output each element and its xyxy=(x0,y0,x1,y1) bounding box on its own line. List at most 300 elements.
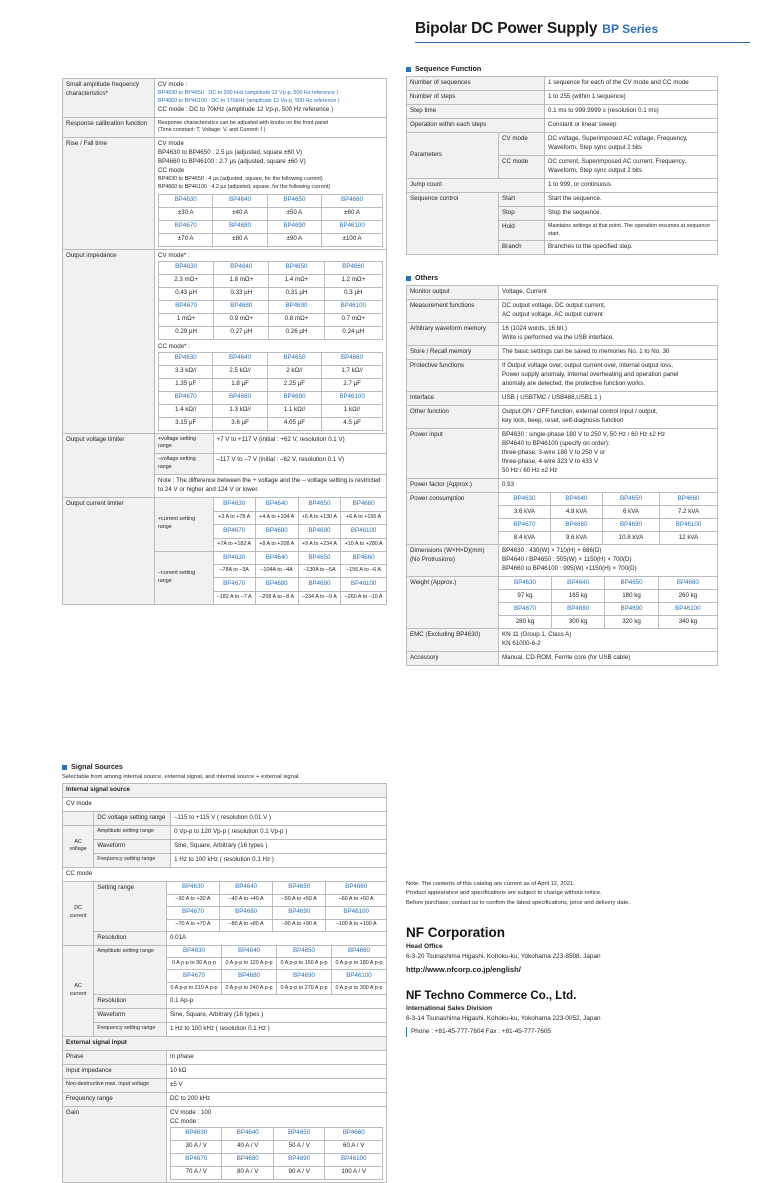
table-row xyxy=(407,323,718,346)
model-cell: BP4630 xyxy=(499,577,551,589)
value-cell: +7 V to +117 V (initial : +62 V, resolution 0.1 V) xyxy=(213,434,386,454)
value-cell xyxy=(499,286,718,300)
table-row xyxy=(499,493,717,505)
value-cell: 0.24 µH xyxy=(324,326,382,339)
value-cell: ±50 A xyxy=(267,207,321,220)
table-row xyxy=(63,931,387,945)
model-cell: BP4650 xyxy=(267,352,321,365)
table-row xyxy=(407,90,718,104)
power-consumption-grid xyxy=(499,493,718,545)
table-row xyxy=(159,220,383,233)
table-row xyxy=(407,577,718,629)
website-link[interactable]: http://www.nfcorp.co.jp/english/ xyxy=(406,965,521,975)
value-cell: 300 kg xyxy=(551,616,604,628)
model-cell: BP4670 xyxy=(499,603,551,616)
model-cell: BP4680 xyxy=(551,603,604,616)
model-cell: BP4670 xyxy=(499,519,550,532)
others-table xyxy=(406,285,718,666)
model-cell: BP4640 xyxy=(214,261,269,274)
model-cell: BP4630 xyxy=(167,946,221,958)
text-line: BP4660 to BP46100 : 2.7 µs (adjusted, square ±60 V) xyxy=(158,158,306,166)
text-line: Note: The contents of this catalog are current as of April 12, 2021. xyxy=(406,881,575,887)
impedance-cc-grid xyxy=(158,352,383,431)
row-label: Setting range xyxy=(94,881,167,931)
row-label: Amplitude setting range xyxy=(94,945,167,995)
table-row xyxy=(159,417,383,430)
model-cell: BP4650 xyxy=(273,1127,324,1140)
row-label: Output current limiter xyxy=(63,497,155,604)
text-line: CV mode* : xyxy=(158,251,190,259)
text-line: Waveform, Step sync output 2 bits xyxy=(548,166,642,174)
value-cell: –117 V to –7 V (initial : –62 V, resolution 0.1 V) xyxy=(213,454,386,475)
row-label: Weight (Approx.) xyxy=(407,577,499,629)
text-line: CC mode* : xyxy=(158,342,190,350)
table-row xyxy=(159,207,383,220)
sequence-table xyxy=(406,76,718,255)
row-label: Power factor (Approx.) xyxy=(407,479,499,493)
table-row xyxy=(167,919,386,930)
model-cell: BP4670 xyxy=(159,220,213,233)
table-row xyxy=(63,79,387,118)
table-row xyxy=(63,1037,387,1051)
table-row xyxy=(63,1065,387,1079)
text-line: Write is performed via the USB interface. xyxy=(502,334,614,342)
sub-label: Hold xyxy=(499,220,545,241)
signal-sources-table xyxy=(62,783,387,1183)
text-line: Response characteristics can be adjusted with knobs on the front panel xyxy=(158,119,329,126)
value-cell: –234 A to –9 A xyxy=(298,592,341,604)
text-line: DC voltage, Superimposed AC voltage, Frequency, xyxy=(548,134,688,142)
value-cell: 0.7 mΩ+ xyxy=(324,313,382,326)
text-line: Power supply anomaly, Internal overheating and operation panel xyxy=(502,371,679,379)
model-cell: BP46100 xyxy=(331,970,386,983)
value-cell: –130A to –5A xyxy=(298,565,341,578)
group-header: Internal signal source xyxy=(63,784,387,798)
value-cell: 0 Vp-p to 120 Vp-p ( resolution 0.1 Vp-p ) xyxy=(171,825,387,839)
text-line: anomaly are detected, the protective function works. xyxy=(502,380,646,388)
table-row xyxy=(159,194,383,207)
row-label: Rise / Fall time xyxy=(63,138,155,250)
current-limiter-table xyxy=(155,498,386,604)
table-row xyxy=(499,506,717,519)
value-cell: 4.05 µF xyxy=(267,417,321,430)
row-value xyxy=(155,249,387,433)
model-cell: BP4660 xyxy=(341,498,386,511)
section-heading: Others xyxy=(406,273,718,282)
text-line: BP4660 to BP46100 : 995(W) ×1150(H) × 700(D) xyxy=(502,565,637,573)
value-cell: 3.6 kVA xyxy=(499,506,550,519)
value-cell: 10 kΩ xyxy=(167,1065,387,1079)
group-label: AC voltage xyxy=(63,825,94,867)
model-cell: BP46100 xyxy=(659,519,717,532)
table-row xyxy=(499,590,717,603)
table-row xyxy=(63,1051,387,1065)
text-line: Output ON / OFF function, external control input / output, xyxy=(502,408,658,416)
row-label: Parameters xyxy=(407,132,499,178)
text-line: three-phase, 3-wire 180 V to 250 V or xyxy=(502,449,606,457)
value-cell xyxy=(499,545,718,577)
company-name-2: NF Techno Commerce Co., Ltd. xyxy=(406,990,577,1003)
value-cell: 0.27 µH xyxy=(214,326,269,339)
value-cell: Branches to the specified step. xyxy=(545,241,718,255)
model-cell: BP4690 xyxy=(603,519,660,532)
row-label: Amplitude setting range xyxy=(94,825,171,839)
model-cell: BP46100 xyxy=(325,1153,383,1166)
value-cell: 0.1 Ap-p xyxy=(167,995,387,1009)
mode-header: CC mode xyxy=(63,867,387,881)
value-cell: 80 A / V xyxy=(222,1166,273,1179)
table-row xyxy=(155,551,386,565)
table-row xyxy=(159,300,383,313)
value-cell: +7A to +182 A xyxy=(213,538,255,551)
text-line: CC mode : xyxy=(170,1117,200,1125)
value-cell: Maintains settings at that point. The operation resumes at sequence start. xyxy=(545,220,718,241)
value-cell: –182 A to –7 A xyxy=(213,592,255,604)
table-row xyxy=(63,811,387,825)
row-label: Other function xyxy=(407,406,499,429)
value-cell: 0 A p-p to 300 A p-p xyxy=(331,983,386,994)
row-label: Power input xyxy=(407,429,499,479)
text-line: BP4640 to BP46100 (specify on order): xyxy=(502,440,610,448)
model-cell: BP4660 xyxy=(322,194,383,207)
sub-label: CV mode xyxy=(499,132,545,155)
table-row xyxy=(63,853,387,867)
model-cell: BP4680 xyxy=(213,220,267,233)
text-line: BP4630 to BP4650 : 4 µs (adjusted, square, for the following current) xyxy=(158,176,323,183)
value-cell xyxy=(545,132,718,155)
group-label: DC current xyxy=(63,881,94,945)
value-cell: ±40 A xyxy=(213,207,267,220)
impedance-cv-grid xyxy=(158,261,383,340)
value-cell: +10 A to +280 A xyxy=(341,538,386,551)
table-row xyxy=(63,433,387,497)
table-row xyxy=(63,138,387,250)
table-row xyxy=(499,616,717,628)
value-cell: –50 A to +50 A xyxy=(273,894,326,906)
row-label: Waveform xyxy=(94,839,171,853)
row-label: Power consumption xyxy=(407,493,499,545)
value-cell: 1.4 kΩ// xyxy=(159,404,213,417)
table-row xyxy=(407,77,718,91)
value-cell: 12 kVA xyxy=(659,532,717,544)
table-row xyxy=(167,894,386,906)
value-cell: Sine, Square, Arbitrary (16 types ) xyxy=(171,839,387,853)
text-line: three-phase, 4-wire 323 V to 433 V xyxy=(502,458,598,466)
model-cell: BP4680 xyxy=(220,906,273,919)
text-line: CC mode : DC to 70kHz (amplitude 12 Vp-p, 500 Hz reference ) xyxy=(158,105,334,113)
table-row xyxy=(171,1166,383,1179)
row-label: Step time xyxy=(407,104,545,118)
table-row xyxy=(167,882,386,894)
footer-note xyxy=(406,880,736,908)
model-cell: BP4660 xyxy=(324,261,382,274)
model-cell: BP4650 xyxy=(267,194,321,207)
model-cell: BP4630 xyxy=(171,1127,222,1140)
value-cell: ±80 A xyxy=(213,233,267,246)
value-cell: 100 A / V xyxy=(325,1166,383,1179)
text-line: CV mode xyxy=(158,140,184,148)
table-row xyxy=(407,545,718,577)
model-cell: BP4680 xyxy=(214,300,269,313)
value-cell: 1 kΩ// xyxy=(322,404,383,417)
group-label: AC current xyxy=(63,945,94,1037)
value-cell: 1 to 999, or continuous xyxy=(545,178,718,192)
row-label: Arbitrary waveform memory xyxy=(407,323,499,346)
value-cell xyxy=(499,323,718,346)
row-label: Phase xyxy=(63,1051,167,1065)
value-cell: –78A to –3A xyxy=(213,565,255,578)
table-row xyxy=(407,192,718,206)
table-row xyxy=(499,519,717,532)
model-cell: BP4630 xyxy=(167,882,220,894)
table-row xyxy=(407,286,718,300)
value-cell: 1 to 255 (within 1 sequence) xyxy=(545,90,718,104)
value-cell: In phase xyxy=(167,1051,387,1065)
text-line: Product appearance and specifications are subject to change without notice. xyxy=(406,890,602,897)
model-cell: BP4660 xyxy=(341,551,386,565)
table-row xyxy=(171,1140,383,1153)
table-row xyxy=(499,603,717,616)
value-cell: 0 A p-p to 210 A p-p xyxy=(167,983,221,994)
section-note: Selectable from among internal source, external signal, and internal source + external signal. xyxy=(62,774,300,780)
value-cell: +9 A to +234 A xyxy=(298,538,341,551)
value-cell: –60 A to +60 A xyxy=(326,894,386,906)
value-cell: 0.31 µH xyxy=(269,287,324,300)
table-row xyxy=(159,352,383,365)
value-cell: +3 A to +78 A xyxy=(213,511,255,524)
row-label: Dimensions (W×H×D)(mm) (No Protrusions) xyxy=(407,545,499,577)
text-line: USB ( USBTMC / USB488,USB1.1 ) xyxy=(502,394,602,402)
value-cell: –104A to –4A xyxy=(255,565,298,578)
value-cell: 320 kg xyxy=(605,616,658,628)
value-cell: 0 A p-p to 270 A p-p xyxy=(276,983,331,994)
value-cell: Start the sequence. xyxy=(545,192,718,206)
weight-grid xyxy=(499,577,718,629)
row-label: Jump count xyxy=(407,178,545,192)
table-row xyxy=(159,404,383,417)
table-row xyxy=(407,132,718,155)
text-line: BP4660 to BP46100 : DC to 170kHz (amplitude 12 Vp-p, 500 Hz reference ) xyxy=(158,97,340,104)
value-cell: 1 Hz to 100 kHz ( resolution 0.1 Hz ) xyxy=(171,853,387,867)
value-cell: 0.43 µH xyxy=(159,287,214,300)
value-cell: ±30 A xyxy=(159,207,213,220)
model-cell: BP4640 xyxy=(221,946,276,958)
value-cell: –90 A to +90 A xyxy=(273,919,326,930)
value-cell: –40 A to +40 A xyxy=(220,894,273,906)
table-row xyxy=(63,1107,387,1183)
value-cell: 60 A / V xyxy=(325,1140,383,1153)
value-cell: 2 kΩ// xyxy=(267,365,321,378)
section-heading: Sequence Function xyxy=(406,64,718,73)
model-cell: BP4650 xyxy=(298,498,341,511)
header-rule xyxy=(415,42,750,43)
text-line: Voltage, Current xyxy=(502,288,547,296)
table-row xyxy=(159,391,383,404)
value-cell: 0.1 ms to 999.9999 s (resolution 0.1 ms) xyxy=(545,104,718,118)
text-line: BP4660 to BP46100 : 4.2 µs (adjusted, square, for the following current) xyxy=(158,184,331,191)
value-cell: 2.3 mΩ+ xyxy=(159,274,214,287)
model-cell: BP4650 xyxy=(269,261,324,274)
model-cell: BP4690 xyxy=(269,300,324,313)
corporate-info xyxy=(406,925,746,1037)
value-cell: Stop the sequence. xyxy=(545,206,718,220)
note-cell: Note : The difference between the + voltage and the – voltage setting is restricted to 24 V or higher and 124 V or lower. xyxy=(155,474,386,496)
table-row xyxy=(407,651,718,665)
value-cell: 0.01A xyxy=(167,931,387,945)
table-row xyxy=(407,392,718,406)
row-label: Number of sequences xyxy=(407,77,545,91)
value-cell: 90 A / V xyxy=(273,1166,324,1179)
value-cell xyxy=(499,651,718,665)
value-cell: 3.15 µF xyxy=(159,417,213,430)
table-row xyxy=(63,867,387,881)
row-label: Small amplitude frequency characteristics* xyxy=(63,79,155,118)
voltage-limiter-table xyxy=(155,434,386,497)
value-cell: 1 Hz to 100 kHz ( resolution 0.1 Hz ) xyxy=(167,1023,387,1037)
value-cell: –100 A to +100 A xyxy=(326,919,386,930)
value-cell: 0.3 µH xyxy=(324,287,382,300)
table-row xyxy=(167,970,386,983)
row-label: Interface xyxy=(407,392,499,406)
table-row xyxy=(167,906,386,919)
value-cell: ±100 A xyxy=(322,233,383,246)
office-label: Head Office xyxy=(406,943,443,950)
model-cell: BP46100 xyxy=(322,220,383,233)
table-row xyxy=(63,825,387,839)
value-cell: 165 kg xyxy=(551,590,604,603)
model-cell: BP4650 xyxy=(298,551,341,565)
model-cell: BP4690 xyxy=(276,970,331,983)
page-title: Bipolar DC Power Supply xyxy=(415,20,598,37)
text-line: key lock, beep, reset, self-diagnosis function xyxy=(502,417,624,425)
value-cell: 1.4 mΩ+ xyxy=(269,274,324,287)
model-cell: BP4630 xyxy=(159,261,214,274)
sub-label: –current setting range xyxy=(155,551,213,604)
row-value xyxy=(155,138,387,250)
table-row xyxy=(159,233,383,246)
table-row xyxy=(407,629,718,652)
table-row xyxy=(159,313,383,326)
sub-label: Branch xyxy=(499,241,545,255)
model-cell: BP4690 xyxy=(273,906,326,919)
value-cell: 2.5 kΩ// xyxy=(213,365,267,378)
text-line: BP4640 / BP4650 : 505(W) × 1150(H) × 700(D) xyxy=(502,556,632,564)
value-cell: 1.3 kΩ// xyxy=(213,404,267,417)
table-row xyxy=(407,104,718,118)
table-row xyxy=(155,454,386,475)
text-line: CV mode : xyxy=(158,81,188,88)
model-cell: BP4640 xyxy=(255,551,298,565)
value-cell: 1.7 kΩ// xyxy=(322,365,383,378)
model-cell: BP4680 xyxy=(221,970,276,983)
mode-header: CV mode xyxy=(63,797,387,811)
model-cell: BP4660 xyxy=(659,493,717,505)
model-cell: BP4670 xyxy=(167,970,221,983)
value-cell: 1.2 mΩ+ xyxy=(324,274,382,287)
table-row xyxy=(167,958,386,970)
table-row xyxy=(155,498,386,511)
value-cell: 6 kVA xyxy=(603,506,660,519)
text-line: KN 11 (Group 1, Class A) xyxy=(502,631,572,639)
model-cell: BP4670 xyxy=(167,906,220,919)
row-value xyxy=(155,79,387,118)
text-line: AC output voltage, AC output current xyxy=(502,311,603,319)
value-cell: –30 A to +30 A xyxy=(167,894,220,906)
model-cell: BP4660 xyxy=(326,882,386,894)
row-value xyxy=(155,433,387,497)
sub-label: –voltage setting range xyxy=(155,454,213,475)
sub-label: Start xyxy=(499,192,545,206)
sub-label: +current setting range xyxy=(155,498,213,551)
table-row xyxy=(171,1127,383,1140)
right-column xyxy=(406,64,718,675)
value-cell: 0 A p-p to 120 A p-p xyxy=(221,958,276,970)
table-row xyxy=(407,406,718,429)
model-cell: BP4670 xyxy=(159,300,214,313)
value-cell: 1.35 µF xyxy=(159,378,213,391)
table-row xyxy=(63,839,387,853)
table-row xyxy=(63,249,387,433)
model-cell: BP46100 xyxy=(326,906,386,919)
model-cell: BP46100 xyxy=(341,524,386,538)
others-section xyxy=(406,273,718,666)
company-name: NF Corporation xyxy=(406,925,505,940)
text-line: Waveform, Step sync output 2 bits xyxy=(548,143,642,151)
model-cell: BP46100 xyxy=(341,578,386,592)
value-cell: +8 A to +208 A xyxy=(255,538,298,551)
table-row xyxy=(63,797,387,811)
model-cell: BP4690 xyxy=(267,391,321,404)
row-label: Response calibration function xyxy=(63,117,155,138)
value-cell: +6 A to +156 A xyxy=(341,511,386,524)
table-row xyxy=(63,497,387,604)
value-cell: 2.25 µF xyxy=(267,378,321,391)
value-cell: ±90 A xyxy=(267,233,321,246)
value-cell: +4 A to +104 A xyxy=(255,511,298,524)
value-cell: –70 A to +70 A xyxy=(167,919,220,930)
value-cell: 260 kg xyxy=(658,590,717,603)
value-cell: 0 A p-p to 180 A p-p xyxy=(331,958,386,970)
model-cell: BP4660 xyxy=(331,946,386,958)
table-row xyxy=(407,300,718,323)
model-cell: BP4680 xyxy=(255,524,298,538)
text-line: KN 61000-6-2 xyxy=(502,640,541,647)
value-cell: ±60 A xyxy=(322,207,383,220)
text-line: DC output voltage, DC output current, xyxy=(502,302,606,310)
row-label: Operation within each steps xyxy=(407,118,545,132)
model-cell: BP4640 xyxy=(213,194,267,207)
address-line-2: 6-3-14 Tsunashima Higashi, Kohoku-ku, Yokohama 223-0052, Japan xyxy=(406,1015,601,1023)
table-row xyxy=(407,346,718,360)
table-row xyxy=(159,287,383,300)
model-cell: BP4650 xyxy=(273,882,326,894)
value-cell: 4.8 kVA xyxy=(550,506,602,519)
value-cell: 70 A / V xyxy=(171,1166,222,1179)
model-cell: BP4680 xyxy=(213,391,267,404)
table-row xyxy=(407,360,718,392)
model-cell: BP4670 xyxy=(171,1153,222,1166)
model-cell: BP4690 xyxy=(267,220,321,233)
value-cell: 10.8 kVA xyxy=(603,532,660,544)
table-row xyxy=(167,983,386,994)
value-cell: 0.9 mΩ+ xyxy=(214,313,269,326)
table-row xyxy=(63,881,387,931)
text-line: 0.93 xyxy=(502,481,515,489)
model-cell: BP4640 xyxy=(550,493,602,505)
row-label: Store / Recall memory xyxy=(407,346,499,360)
value-cell xyxy=(499,360,718,392)
text-line: BP4630 to BP4650 : DC to 200 kHz (amplitude 12 Vp-p, 500 Hz reference ) xyxy=(158,89,339,96)
